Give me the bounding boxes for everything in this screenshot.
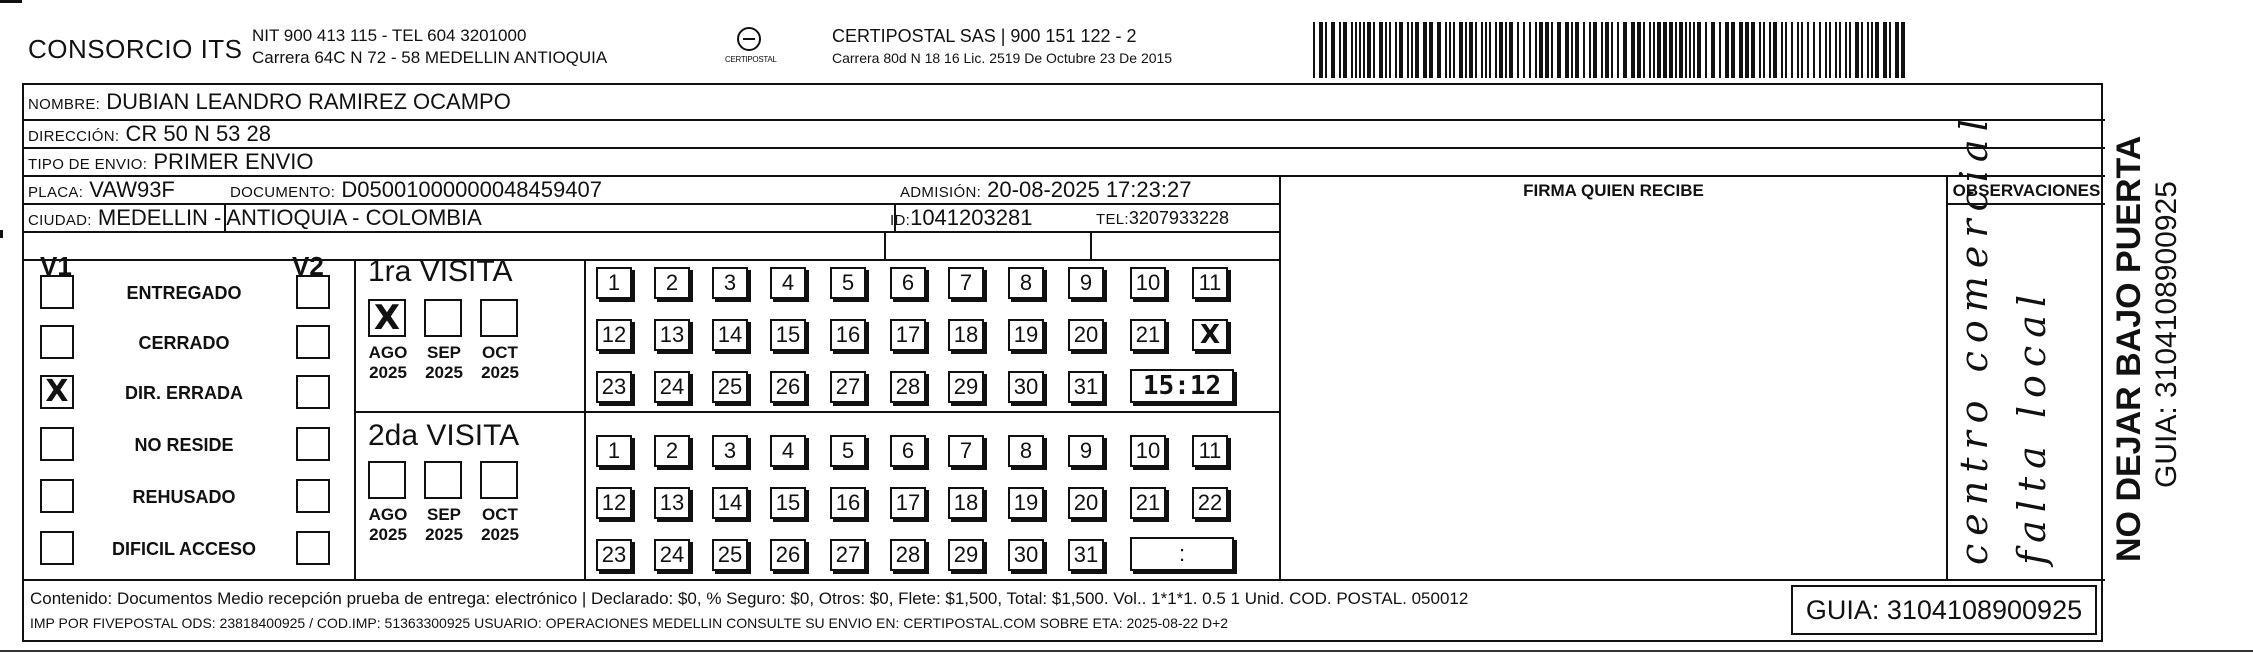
direccion-value: CR 50 N 53 28 (125, 121, 271, 146)
imp-line: IMP POR FIVEPOSTAL ODS: 23818400925 / COD.IMP: 51363300925 USUARIO: OPERACIONES MEDELLIN CONSULTE SU ENVIO EN: CERTIPOSTAL.COM SOBRE ETA: 2025-08-22 D+2 (30, 615, 1229, 631)
day-box-25[interactable]: 25 (712, 371, 748, 403)
day-box-31[interactable]: 31 (1068, 539, 1104, 571)
observation-handwriting-1: centro comercial (1952, 111, 1996, 565)
guide-form (22, 83, 2103, 642)
guia-number: GUIA: 3104108900925 (1791, 585, 2097, 635)
observation-handwriting-2: falta local (2010, 287, 2054, 565)
v1-header: V1 (40, 251, 72, 281)
scan-mark (0, 0, 22, 3)
month-checkbox-oct[interactable] (480, 461, 518, 499)
ciudad-field: CIUDAD: MEDELLIN - ANTIOQUIA - COLOMBIA (28, 205, 482, 230)
month-checkbox-oct[interactable] (480, 299, 518, 337)
day-box-1[interactable]: 1 (596, 267, 632, 299)
day-box-19[interactable]: 19 (1008, 487, 1044, 519)
visit1-title: 1ra VISITA (368, 255, 513, 288)
placa-field: PLACA: VAW93F (28, 177, 175, 202)
day-box-22[interactable]: X (1192, 319, 1228, 351)
day-box-17[interactable]: 17 (890, 319, 926, 351)
day-box-17[interactable]: 17 (890, 487, 926, 519)
id-field: ID:1041203281 (890, 205, 1033, 230)
scan-mark (0, 650, 2253, 652)
admision-field: ADMISIÓN: 20-08-2025 17:23:27 (900, 177, 1192, 202)
day-box-2[interactable]: 2 (654, 267, 690, 299)
day-box-31[interactable]: 31 (1068, 371, 1104, 403)
no-dejar-warning: NO DEJAR BAJO PUERTA (2110, 135, 2148, 562)
day-box-3[interactable]: 3 (712, 435, 748, 467)
day-box-7[interactable]: 7 (948, 435, 984, 467)
day-box-13[interactable]: 13 (654, 319, 690, 351)
day-box-27[interactable]: 27 (830, 371, 866, 403)
day-box-10[interactable]: 10 (1130, 435, 1166, 467)
day-box-2[interactable]: 2 (654, 435, 690, 467)
day-box-16[interactable]: 16 (830, 487, 866, 519)
nombre-field: NOMBRE: DUBIAN LEANDRO RAMIREZ OCAMPO (28, 89, 511, 114)
carrier-line: CERTIPOSTAL SAS | 900 151 122 - 2 (832, 26, 1137, 46)
v1-checkbox[interactable]: X (40, 375, 74, 409)
day-box-14[interactable]: 14 (712, 319, 748, 351)
day-box-11[interactable]: 11 (1192, 267, 1228, 299)
day-box-9[interactable]: 9 (1068, 435, 1104, 467)
placa-value: VAW93F (89, 177, 175, 202)
day-box-24[interactable]: 24 (654, 371, 690, 403)
day-box-10[interactable]: 10 (1130, 267, 1166, 299)
carrier-info (832, 25, 1172, 69)
status-label: CERRADO (138, 333, 230, 353)
id-value: 1041203281 (910, 205, 1033, 230)
company-info (252, 25, 607, 69)
v2-checkbox[interactable] (296, 427, 330, 461)
day-box-18[interactable]: 18 (948, 319, 984, 351)
day-box-15[interactable]: 15 (770, 487, 806, 519)
day-box-8[interactable]: 8 (1008, 267, 1044, 299)
day-box-12[interactable]: 12 (596, 487, 632, 519)
day-box-30[interactable]: 30 (1008, 371, 1044, 403)
day-box-5[interactable]: 5 (830, 267, 866, 299)
month-label-sep: SEP 2025 (425, 343, 463, 382)
day-box-22[interactable]: 22 (1192, 487, 1228, 519)
month-label-oct: OCT 2025 (481, 343, 519, 382)
ciudad-value: MEDELLIN - ANTIOQUIA - COLOMBIA (97, 205, 482, 230)
tipo-envio-field: TIPO DE ENVIO: PRIMER ENVIO (28, 149, 314, 174)
v2-checkbox[interactable] (296, 275, 330, 309)
month-label-oct: OCT 2025 (481, 505, 519, 544)
month-label-ago: AGO 2025 (368, 343, 408, 382)
tipo-envio-value: PRIMER ENVIO (153, 149, 314, 174)
day-box-26[interactable]: 26 (770, 539, 806, 571)
header (0, 0, 2253, 90)
month-checkbox-sep[interactable] (424, 299, 462, 337)
day-box-28[interactable]: 28 (890, 539, 926, 571)
documento-field: DOCUMENTO: D05001000000048459407 (230, 177, 602, 202)
day-box-23[interactable]: 23 (596, 539, 632, 571)
v2-header: V2 (292, 251, 324, 281)
nit-line: NIT 900 413 115 - TEL 604 3201000 (252, 26, 527, 45)
v2-checkbox[interactable] (296, 375, 330, 409)
status-label: NO RESIDE (134, 435, 234, 455)
visit-time-box[interactable]: : (1130, 537, 1234, 571)
status-label: DIR. ERRADA (124, 383, 243, 403)
day-box-26[interactable]: 26 (770, 371, 806, 403)
month-label-sep: SEP 2025 (425, 505, 463, 544)
month-label-ago: AGO 2025 (368, 505, 408, 544)
contenido-line: Contenido: Documentos Medio recepción prueba de entrega: electrónico | Declarado: $0, % Seguro: $0, Otros: $0, Flete: $1,500, Total: $1,500. Vol.. 1*1*1. 0.5 1 Unid. COD. POSTAL. 050012 (30, 589, 1469, 608)
day-box-3[interactable]: 3 (712, 267, 748, 299)
company-name: CONSORCIO ITS (28, 34, 243, 64)
carrier-address: Carrera 80d N 18 16 Lic. 2519 De Octubre 23 De 2015 (832, 50, 1173, 66)
day-box-15[interactable]: 15 (770, 319, 806, 351)
documento-value: D05001000000048459407 (341, 177, 602, 202)
admision-value: 20-08-2025 17:23:27 (987, 177, 1192, 202)
status-label: ENTREGADO (126, 283, 242, 303)
barcode (1313, 22, 1906, 78)
day-box-12[interactable]: 12 (596, 319, 632, 351)
day-box-21[interactable]: 21 (1130, 487, 1166, 519)
certipostal-logo-icon (725, 27, 775, 72)
day-box-30[interactable]: 30 (1008, 539, 1044, 571)
logo-text: CERTIPOSTAL (725, 55, 777, 64)
v1-checkbox[interactable] (40, 531, 74, 565)
scan-mark (0, 230, 3, 238)
day-box-13[interactable]: 13 (654, 487, 690, 519)
day-box-24[interactable]: 24 (654, 539, 690, 571)
tel-value: 3207933228 (1128, 208, 1229, 228)
nombre-value: DUBIAN LEANDRO RAMIREZ OCAMPO (106, 89, 511, 114)
day-box-28[interactable]: 28 (890, 371, 926, 403)
day-box-27[interactable]: 27 (830, 539, 866, 571)
day-box-18[interactable]: 18 (948, 487, 984, 519)
day-box-19[interactable]: 19 (1008, 319, 1044, 351)
day-box-21[interactable]: 21 (1130, 319, 1166, 351)
v1-checkbox[interactable] (40, 427, 74, 461)
v2-checkbox[interactable] (296, 479, 330, 513)
day-box-20[interactable]: 20 (1068, 487, 1104, 519)
visit2-title: 2da VISITA (368, 419, 520, 452)
v1-checkbox[interactable] (40, 275, 74, 309)
observaciones-title: OBSERVACIONES (1952, 181, 2101, 200)
month-checkbox-ago[interactable] (368, 461, 406, 499)
month-checkbox-ago[interactable]: X (368, 299, 406, 337)
day-box-8[interactable]: 8 (1008, 435, 1044, 467)
v2-checkbox[interactable] (296, 531, 330, 565)
day-box-9[interactable]: 9 (1068, 267, 1104, 299)
day-box-4[interactable]: 4 (770, 435, 806, 467)
firma-title: FIRMA QUIEN RECIBE (1523, 181, 1704, 200)
direccion-field: DIRECCIÓN: CR 50 N 53 28 (28, 121, 271, 146)
day-box-25[interactable]: 25 (712, 539, 748, 571)
status-label: DIFICIL ACCESO (111, 539, 256, 559)
v2-checkbox[interactable] (296, 325, 330, 359)
tel-field: TEL:3207933228 (1096, 208, 1229, 228)
day-box-5[interactable]: 5 (830, 435, 866, 467)
day-box-29[interactable]: 29 (948, 371, 984, 403)
day-box-6[interactable]: 6 (890, 435, 926, 467)
v1-checkbox[interactable] (40, 325, 74, 359)
day-box-14[interactable]: 14 (712, 487, 748, 519)
day-box-6[interactable]: 6 (890, 267, 926, 299)
day-box-20[interactable]: 20 (1068, 319, 1104, 351)
day-box-16[interactable]: 16 (830, 319, 866, 351)
month-checkbox-sep[interactable] (424, 461, 462, 499)
company-address: Carrera 64C N 72 - 58 MEDELLIN ANTIOQUIA (252, 48, 608, 67)
day-box-11[interactable]: 11 (1192, 435, 1228, 467)
day-box-23[interactable]: 23 (596, 371, 632, 403)
day-box-4[interactable]: 4 (770, 267, 806, 299)
status-label: REHUSADO (132, 487, 236, 507)
day-box-29[interactable]: 29 (948, 539, 984, 571)
day-box-7[interactable]: 7 (948, 267, 984, 299)
day-box-1[interactable]: 1 (596, 435, 632, 467)
side-guia-number: GUIA: 3104108900925 (2150, 181, 2183, 488)
v1-checkbox[interactable] (40, 479, 74, 513)
visit-time-box[interactable]: 15:12 (1130, 369, 1234, 403)
